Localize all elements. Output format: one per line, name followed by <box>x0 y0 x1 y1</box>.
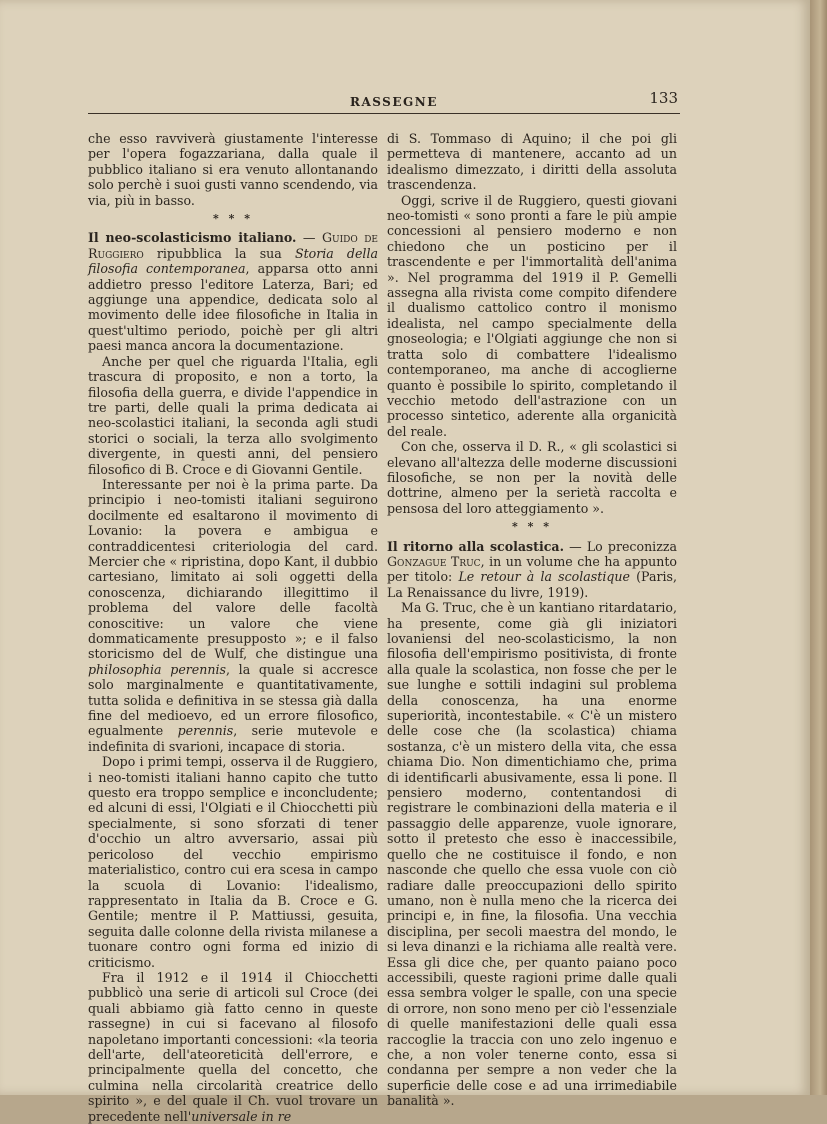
text-run: , in un volume che ha appunto per titolo: <box>387 553 677 585</box>
italic-term: universale in re <box>191 1108 292 1124</box>
section-paragraph-ritorno <box>387 539 677 601</box>
text-run: , apparsa otto anni addietro presso l'editore Laterza, Bari; ed aggiunge una appendice, dedicata solo al movimento delle idee filosofiche in Italia in quest'ultimo periodo, poichè per gli altri paesi manca ancora la documentazione. <box>88 261 378 354</box>
paragraph-continued: di S. Tommaso di Aquino; il che poi gli permetteva di mantenere, accanto ad un idealismo dimezzato, i diritti della assoluta trascendenza. <box>387 131 677 193</box>
author-name: Guido de Ruggiero <box>88 230 378 261</box>
text-run: Interessante per noi è la prima parte. Da principio i neo-tomisti italiani seguirono docilmente ed esaltarono il movimento di Lovanio: la povera e ambigua e contraddicentesi criteriologia del card. Mercier che « ripristina, dopo Kant, il dubbio cartesiano, limitato ai soli oggetti della conoscenza, dichiarando illegittimo il problema del valore delle facoltà conoscitive: un valore che viene dommaticamente presupposto »; e il falso storicismo del de Wulf, che distingue una <box>88 476 378 662</box>
italic-term: philosophia perennis <box>88 661 226 677</box>
paragraph: Anche per quel che riguarda l'Italia, egli trascura di proposito, e non a torto, la filosofia della guerra, e divide l'appendice in tre parti, delle quali la prima dedicata ai neo-scolastici italiani, la seconda agli studi storici o sociali, la terza allo svolgimento divergente, in questi anni, del pensiero filosofico di B. Croce e di Giovanni Gentile. <box>88 353 378 477</box>
left-column <box>88 131 378 1124</box>
author-name: Gonzague Truc <box>387 553 481 569</box>
italic-term: perennis <box>177 723 234 739</box>
text-run: Fra il 1912 e il 1914 il Chiocchetti pubblicò una serie di articoli sul Croce (dei quali abbiamo già fatto cenno in queste rassegne) in cui si facevano al filosofo napoletano importanti concessioni: «la teoria dell'arte, dell'ateoreticità dell'errore, e principalmente quella del concetto, che culmina nella circolarità creatrice dello spirito », e del quale il Ch. vuol trovare un precedente nell' <box>88 969 378 1124</box>
text-run: ripubblica la sua <box>143 245 295 261</box>
paragraph: Dopo i primi tempi, osserva il de Ruggiero, i neo-tomisti italiani hanno capito che tutto questo era troppo semplice e inconcludente; ed alcuni di essi, l'Olgiati e il Chiocchetti più specialmente, si sono sforzati di tener d'occhio un altro avversario, assai più pericoloso del vecchio empirismo materialistico, contro cui era scesa in campo la scuola di Lovanio: l'idealismo, rappresentato in Italia da B. Croce e G. Gentile; mentre il P. Mattiussi, gesuita, seguita dalle colonne della rivista milanese a tuonare contro ogni forma ed inizio di criticismo. <box>88 754 378 970</box>
section-paragraph-neo-scolasticismo <box>88 230 378 353</box>
paragraph <box>88 477 378 754</box>
page-edge <box>810 0 827 1095</box>
right-column <box>387 131 677 1109</box>
text-run: — <box>296 230 322 246</box>
book-title: Storia della filosofia contemporanea <box>88 245 378 277</box>
paragraph: Con che, osserva il D. R., « gli scolastici si elevano all'altezza delle moderne discussioni filosofiche, se non per la novità delle dottrine, almeno per la serietà raccolta e pensosa del loro atteggiamento ». <box>387 439 677 516</box>
section-separator: * * * <box>512 520 552 534</box>
book-title: Le retour à la scolastique <box>458 569 630 585</box>
section-title: Il ritorno alla scolastica. <box>387 538 564 554</box>
page-number: 133 <box>649 89 678 107</box>
text-run: — Lo preconizza <box>563 538 677 554</box>
running-header <box>88 89 680 114</box>
text-run: , la quale si accresce solo marginalmente e quantitativamente, tutta solida e definitiva in se stessa già dalla fine del medioevo, ed un errore filosofico, egualmente <box>88 661 378 739</box>
paragraph: Oggi, scrive il de Ruggiero, questi giovani neo-tomisti « sono pronti a fare le più ampie concessioni al pensiero moderno e non chiedono che un posticino per il trascendente e per l'immortalità dell'anima ». Nel programma del 1919 il P. Gemelli assegna alla rivista come compito difendere il dualismo cattolico contro il monismo idealista, nel campo specialmente della gnoseologia; e l'Olgiati aggiunge che non si tratta solo di combattere l'idealismo contemporaneo, ma anche di accoglierne quanto è possibile lo spirito, completando il vecchio metodo dell'astrazione con un processo sintetico, aderente alla organicità del reale. <box>387 192 677 439</box>
paragraph: Ma G. Truc, che è un kantiano ritardatario, ha presente, come già gli iniziatori lovaniensi del neo-scolasticismo, la non filosofia dell'empirismo positivista, di fronte alla quale la scolastica, non fosse che per le sue lunghe e sottili indagini sul problema della conoscenza, ha una enorme superiorità, incontestabile. « C'è un mistero delle cose che (la scolastica) chiama sostanza, c'è un mistero della vita, che essa chiama Dio. Non dimentichiamo che, prima di identificarli abusivamente, essa li pone. Il pensiero moderno, contentandosi di registrare le combinazioni della materia e il passaggio delle apparenze, vuole ignorare, sotto il pretesto che esso è inaccessibile, quello che ne costituisce il fondo, e non nasconde che quello che essa vuole con ciò radiare dalle preoccupazioni dello spirito umano, non è nulla meno che la ricerca dei principi e, in fine, la filosofia. Una vecchia disciplina, per secoli maestra del mondo, le si leva dinanzi e la richiama alle realtà vere. Essa gli dice che, per quanto paiano poco accessibili, queste ragioni prime dalle quali essa sembra volger le spalle, con una specie di orrore, non sono meno per ciò l'essenziale di quelle manifestazioni delle quali essa raccoglie la traccia con uno zelo ingenuo e che, a non voler tenerne conto, essa si condanna per sempre a non veder che la superficie delle cose e ad una irrimediabile banalità ». <box>387 600 677 1109</box>
paragraph <box>88 970 378 1124</box>
paragraph: che esso ravviverà giustamente l'interesse per l'opera fogazzariana, dalla quale il pubblico italiano si era venuto allontanando solo perchè i suoi gusti vanno scendendo, via via, più in basso. <box>88 131 378 208</box>
text-run: , serie mutevole e indefinita di svarioni, incapace di storia. <box>88 723 378 754</box>
section-title: Il neo-scolasticismo italiano. <box>88 230 297 246</box>
text-run: (Paris, La Renaissance du livre, 1919). <box>387 569 677 600</box>
section-separator: * * * <box>213 212 253 226</box>
running-title: RASSEGNE <box>350 95 438 109</box>
